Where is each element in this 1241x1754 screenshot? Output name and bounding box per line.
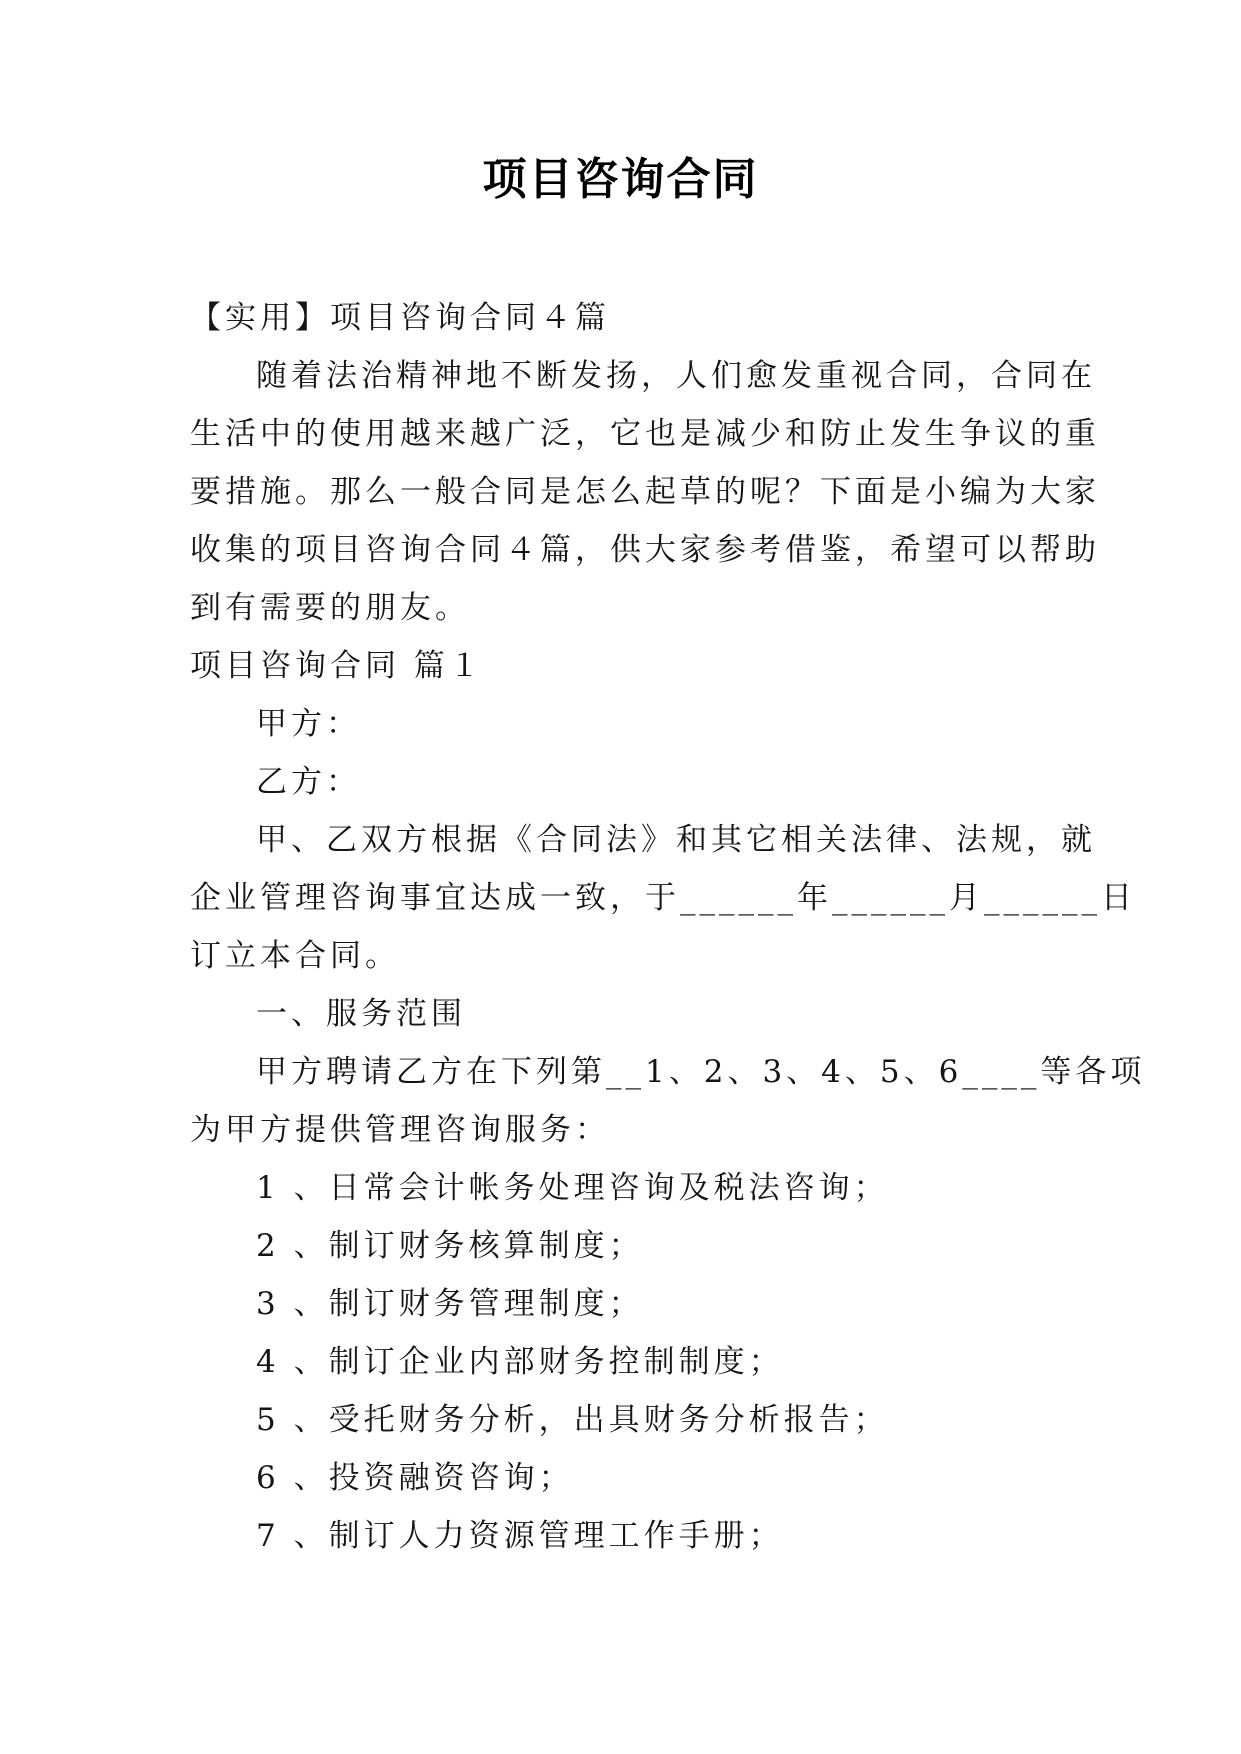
service-item-3: 3 、制订财务管理制度；	[256, 1286, 644, 1322]
service-item-5: 5 、受托财务分析，出具财务分析报告；	[256, 1402, 889, 1438]
subtitle-line: 【实用】项目咨询合同４篇	[190, 300, 610, 336]
party-b-line: 乙方：	[256, 764, 361, 800]
section-heading: 项目咨询合同 篇１	[190, 648, 484, 684]
agreement-line-2: 企业管理咨询事宜达成一致，于______年______月______日	[190, 880, 1136, 916]
clause-heading-service-scope: 一、服务范围	[256, 996, 466, 1032]
intro-line-1: 随着法治精神地不断发扬，人们愈发重视合同，合同在	[256, 358, 1096, 394]
intro-line-4: 收集的项目咨询合同４篇，供大家参考借鉴，希望可以帮助	[190, 532, 1100, 568]
intro-line-2: 生活中的使用越来越广泛，它也是减少和防止发生争议的重	[190, 416, 1100, 452]
intro-line-3: 要措施。那么一般合同是怎么起草的呢？下面是小编为大家	[190, 474, 1100, 510]
service-item-7: 7 、制订人力资源管理工作手册；	[256, 1518, 784, 1554]
scope-line-2: 为甲方提供管理咨询服务：	[190, 1112, 610, 1148]
service-item-1: 1 、日常会计帐务处理咨询及税法咨询；	[256, 1170, 889, 1206]
service-item-4: 4 、制订企业内部财务控制制度；	[256, 1344, 784, 1380]
agreement-line-3: 订立本合同。	[190, 938, 400, 974]
scope-line-1: 甲方聘请乙方在下列第__1、2、3、4、5、6____等各项	[256, 1054, 1146, 1090]
service-item-2: 2 、制订财务核算制度；	[256, 1228, 644, 1264]
document-title: 项目咨询合同	[482, 154, 759, 205]
agreement-line-1: 甲、乙双方根据《合同法》和其它相关法律、法规，就	[256, 822, 1096, 858]
service-item-6: 6 、投资融资咨询；	[256, 1460, 574, 1496]
intro-line-5: 到有需要的朋友。	[190, 590, 470, 626]
party-a-line: 甲方：	[256, 706, 361, 742]
document-body	[190, 289, 1146, 1565]
